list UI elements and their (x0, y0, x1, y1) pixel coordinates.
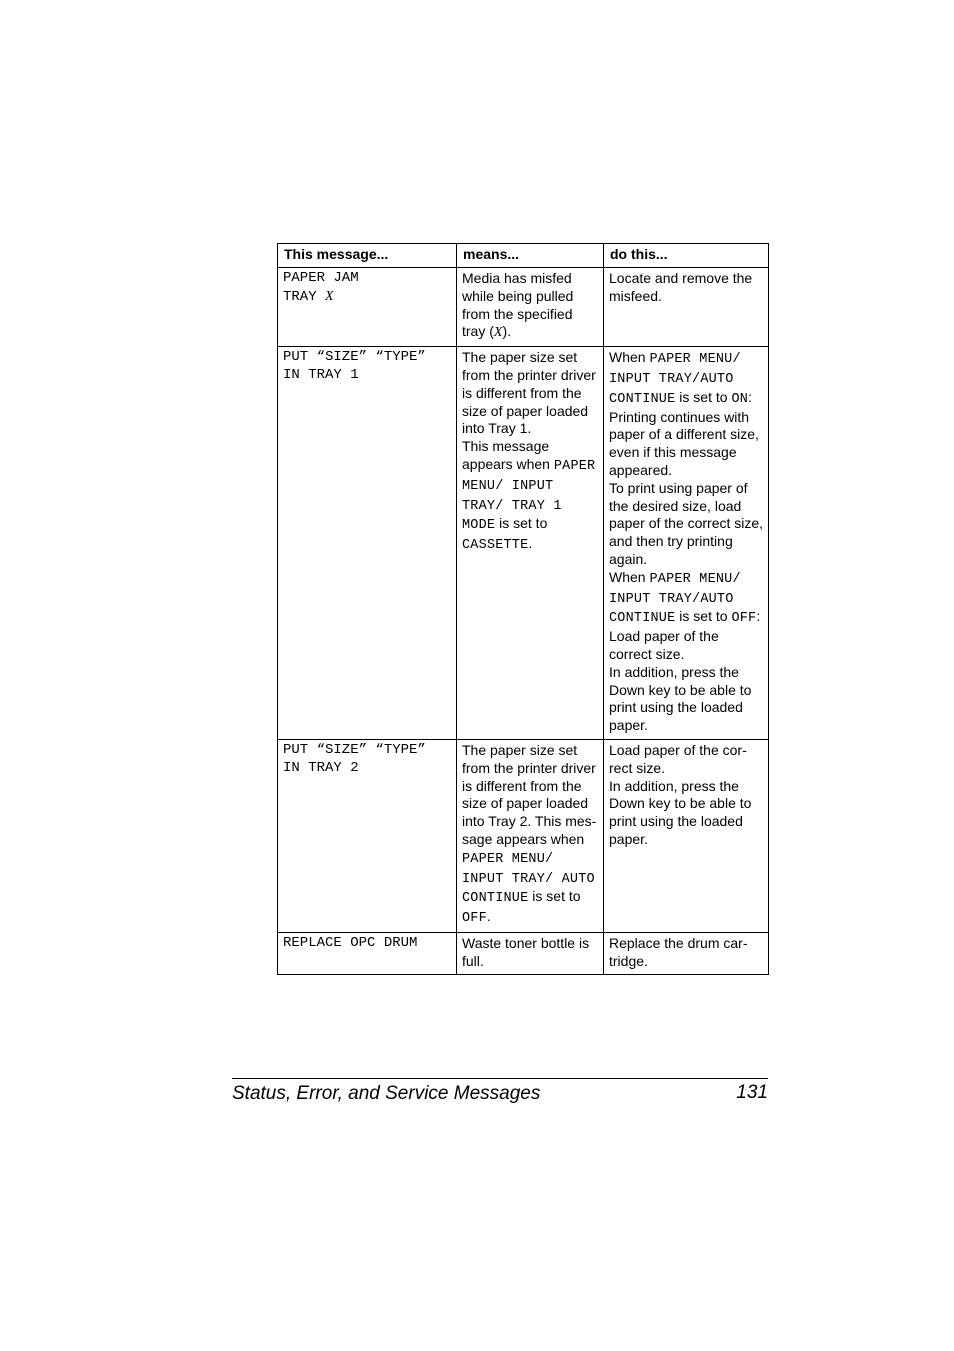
page-number: 131 (736, 1082, 768, 1103)
do-this-cell: Locate and remove the misfeed. (604, 268, 769, 347)
means-cell: The paper size set from the printer driver is different from the size of paper loaded into Tray 1. This message appears when PAPER MENU/ INPUT TRAY/ TRAY 1 MODE is set to CASSETTE. (457, 347, 604, 740)
message-cell (278, 932, 457, 975)
message-line: TRAY X (283, 288, 334, 305)
table-row (278, 268, 769, 347)
message-line: IN TRAY 1 (283, 366, 359, 383)
footer-section-title: Status, Error, and Service Messages (232, 1083, 541, 1104)
means-cell: Media has misfed while being pulled from the specified tray (X). (457, 268, 604, 347)
header-do-this: do this... (604, 244, 769, 268)
footer-divider (232, 1078, 768, 1079)
do-this-cell: Replace the drum car-tridge. (604, 932, 769, 975)
message-cell (278, 739, 457, 932)
message-cell (278, 347, 457, 740)
message-cell (278, 268, 457, 347)
table-row (278, 347, 769, 740)
status-messages-table (277, 243, 769, 975)
do-this-cell: When PAPER MENU/ INPUT TRAY/AUTO CONTINUE is set to ON: Printing continues with paper of a different size, even if this message appeared. To print using paper of the desired size, load paper of the correct size, and then try printing again. When PAPER MENU/ INPUT TRAY/AUTO CONTINUE is set to OFF: Load paper of the correct size. In addition, press the Down key to be able to print using the loaded paper. (604, 347, 769, 740)
do-this-cell: Load paper of the cor-rect size. In addition, press the Down key to be able to print using the loaded paper. (604, 739, 769, 932)
message-line: REPLACE OPC DRUM (283, 934, 418, 951)
header-means: means... (457, 244, 604, 268)
message-line: IN TRAY 2 (283, 759, 359, 776)
table-row (278, 739, 769, 932)
means-cell: The paper size set from the printer driver is different from the size of paper loaded into Tray 2. This mes-sage appears when PAPER MENU/ INPUT TRAY/ AUTO CONTINUE is set to OFF. (457, 739, 604, 932)
table-row (278, 932, 769, 975)
header-message: This message... (278, 244, 457, 268)
message-line: PUT “SIZE” “TYPE” (283, 349, 426, 366)
message-line: PUT “SIZE” “TYPE” (283, 741, 426, 758)
table-header-row (278, 244, 769, 268)
means-cell: Waste toner bottle is full. (457, 932, 604, 975)
message-line: PAPER JAM (283, 270, 359, 286)
